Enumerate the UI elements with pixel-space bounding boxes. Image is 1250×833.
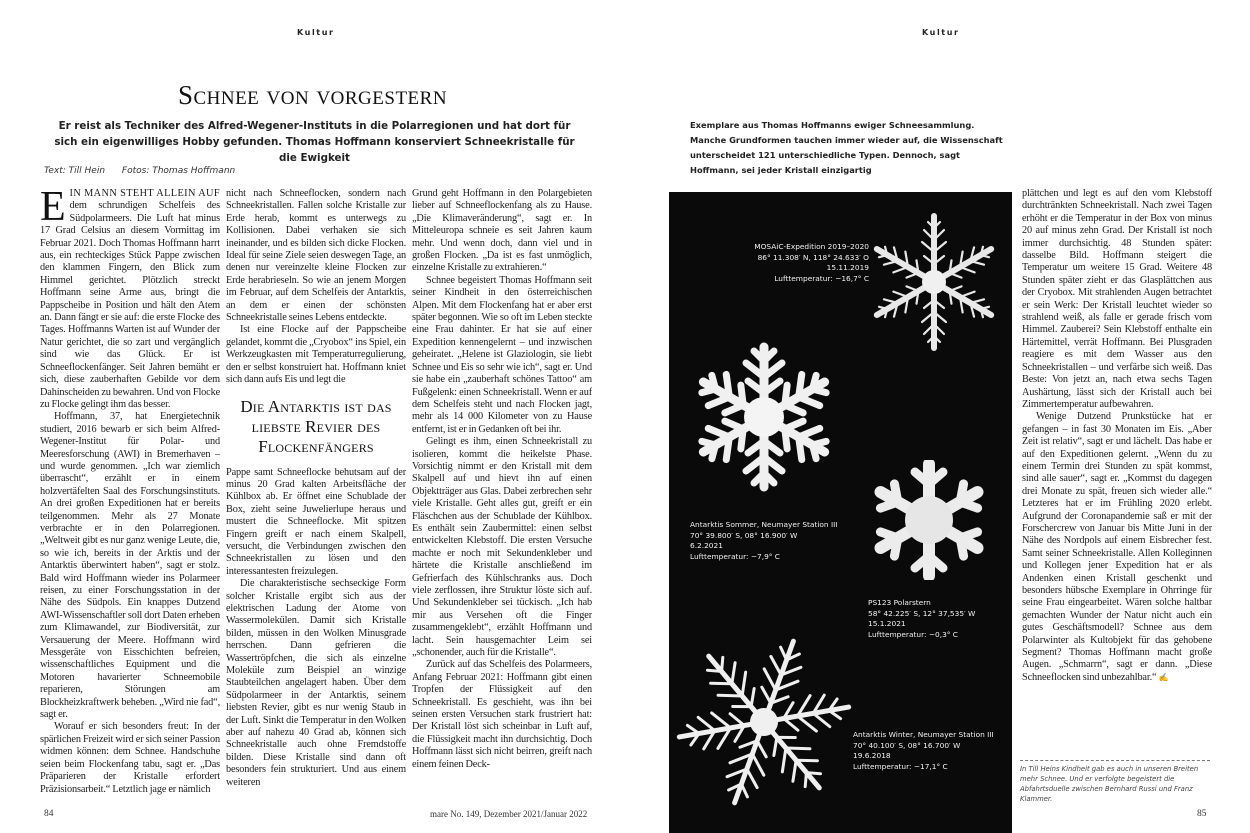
specimen-temp: Lufttemperatur: −17,1° C [853, 761, 948, 771]
paragraph: plättchen und legt es auf den vom Klebstoff durchtränkten Schneekristall. Nach zwei Tagen erhöht er die Temperatur in der Box von minus 20 auf minus zehn Grad. Der Kristall ist noch immer durchsichtig. 48 Stunden später: dasselbe Bild. Hoffmann steigert die Temperatur um weitere 15 Grad. Weitere 48 Stunden später zieht er das Glasplättchen aus der Cryobox. Mit strahlenden Augen betrachtet er sein Werk: Der Kristall leuchtet wieder so strahlend weiß, als falle er gerade frisch vom Himmel. Zauberei? Sein Klebstoff enthalte ein Härtemittel, verrät Hoffmann. Bei Plusgraden reagiere es mit dem Wasser aus den Schneekristallen – und verfärbe sich weiß. Das Beste: Von jetzt an, nach etwa sechs Tagen Aushärtung, lässt sich der Kristall auch bei Zimmertemperatur aufbewahren. [1022, 188, 1212, 410]
paragraph: Pappe samt Schneeflocke behutsam auf der minus 20 Grad kalten Arbeitsfläche der Kühlbox ab. Er öffnet eine Schublade der Box, zieht seine Juwelierlupe heraus und mustert die Schneeflocke. Mit spitzen Fingern greift er nach einem Skalpell, versucht, die Verbindungen zwischen den Schneekristallen zu lösen und den interessantesten freizulegen. [226, 466, 406, 577]
section-label-left: Kultur [297, 28, 335, 37]
specimen-label [669, 242, 869, 284]
specimen-coords: 70° 40.100′ S, 08° 16.700′ W [853, 740, 961, 750]
section-label-right: Kultur [922, 28, 960, 37]
snowflake-fern-icon [679, 342, 849, 492]
specimen-label [868, 598, 975, 640]
specimen-label [690, 520, 838, 562]
subheading: Die Antarktis ist das liebste Revier des Flockenfängers [240, 396, 392, 456]
photo-caption: Exemplare aus Thomas Hoffmanns ewiger Schneesammlung. Manche Grundformen tauchen immer wieder auf, die Wissenschaft unterscheidet 121 unterschiedliche Typen. Dennoch, sagt Hoffmann, sei jeder Kristall einzigartig [690, 120, 1003, 175]
snowflake-stellar-icon [674, 632, 854, 812]
specimen-coords: 70° 39.800′ S, 08° 16.900′ W [690, 530, 798, 540]
page-number-left: 84 [44, 809, 54, 819]
specimen-title: Antarktis Sommer, Neumayer Station III [690, 520, 838, 529]
snowflake-photo-panel [669, 192, 1012, 833]
article-headline: Schnee von vorgestern [177, 80, 448, 110]
specimen-date: 19.6.2018 [853, 751, 891, 760]
specimen-temp: Lufttemperatur: −7,9° C [690, 551, 780, 561]
specimen-title: Antarktis Winter, Neumayer Station III [853, 730, 994, 739]
byline [44, 166, 249, 176]
paragraph: Gelingt es ihm, einen Schneekristall zu isolieren, kommt die heikelste Phase. Vorsichtig nimmt er den Kristall mit dem Skalpell auf und hievt ihn auf einen Objektträger aus Glas. Dabei zerbrechen sehr viele Kristalle. Geht alles gut, greift er ein Fläschchen aus der Schublade der Kühlbox. Es enthält sein Zaubermittel: einen selbst entwickelten Klebstoff. Die ersten Versuche machte er noch mit Sekundenkleber und härtete die Kristalle anschließend im Gefrierfach des Kühlschranks aus. Doch viele zerflossen, ihre Struktur löste sich auf. Und Sekundenkleber sei tückisch. „Ich hab mir aus Versehen oft die Finger zusammengeklebt“, erzählt Hoffmann und lacht. Sein hausgemachter Leim sei „schonender, auch für die Kristalle“. [412, 436, 592, 659]
byline-photographer: Fotos: Thomas Hoffmann [121, 166, 236, 176]
opening-words: IN MANN STEHT ALLEIN AUF [69, 188, 220, 199]
author-bio: In Till Heins Kindheit gab es auch in unseren Breiten mehr Schnee. Und er verfolgte begeistert die Abfahrtsduelle zwischen Bernhard Russi und Franz Klammer. [1020, 760, 1210, 804]
paragraph: nicht nach Schneeflocken, sondern nach Schneekristallen. Fallen solche Kristalle zur Erde herab, kommt es unterwegs zu Kollisionen. Dabei verhaken sie sich ineinander, und es bilden sich dicke Flocken. Ideal für seine Ziele seien deswegen Tage, an denen nur vereinzelte kleine Flocken zur Erde herabrieseln. So wie an jenem Morgen im Februar, auf dem Schelfeis der Antarktis, an dem er einen der schönsten Schneekristalle seines Lebens entdeckte. [226, 188, 406, 324]
paragraph [40, 188, 220, 411]
specimen-date: 15.11.2019 [826, 263, 869, 272]
article-column-1 [40, 188, 220, 798]
snowflake-plate-icon [859, 460, 999, 580]
paragraph: Zurück auf das Schelfeis des Polarmeers, Anfang Februar 2021: Hoffmann gibt einen Tropfen der Flüssigkeit auf den Schneekristall. Es geschieht, was ihn bei seinen ersten Versuchen stark frustriert hat: Der Kristall löst sich scheinbar in Luft auf, die Flüssigkeit macht ihn durchsichtig. Doch Hoffmann lässt sich nicht beirren, greift nach einem feinen Deck- [412, 659, 592, 770]
specimen-coords: 58° 42.225′ S, 12° 37,535′ W [868, 608, 976, 618]
article-column-2 [226, 188, 406, 798]
paragraph: Worauf er sich besonders freut: In der spärlichen Freizeit wird er sich seiner Passion widmen können: dem Schnee. Handschuhe seien beim Flockenfang tabu, sagt er. „Das Präparieren der Kristalle erfordert Präzisionsarbeit.“ Letztlich jage er nämlich [40, 721, 220, 795]
specimen-title: PS123 Polarstern [868, 598, 931, 607]
paragraph-text: Wenige Dutzend Prunkstücke hat er gefangen – in fast 30 Monaten im Eis. „Aber Zeit ist relativ“, sagt er und lächelt. Das habe er auf den Expeditionen gelernt. „Wenn du zu einem Termin drei Stunden zu spät kommst, sind alle sauer“, sagt er. „Kommst du dagegen drei Monate zu spät, freuen sich wieder alle.“ Letzteres hat er im Frühling 2020 erlebt. Aufgrund der Coronapandemie saß er mit der Forschercrew von Januar bis Mitte Juni in der Nähe des Nordpols auf einem Eisbrecher fest. Samt seiner Schneekristalle. Allen Kolleginnen und Kollegen jener Expedition hat er als Andenken einen Kristall geschenkt und besonders hübsche Exemplare in Ohrringe für seine Frau eingearbeitet. Wären solche haltbar gemachten Wunder der Natur nicht auch ein gutes Geschäftsmodell? Schnee aus dem Polarwinter als Kultobjekt für das gehobene Segment? Thomas Hoffmann macht große Augen. „Schmarrn“, sagt er dann. „Diese Schneeflocken sind unbezahlbar.“ [1022, 411, 1212, 683]
specimen-label [853, 730, 994, 772]
article-column-3 [412, 188, 592, 798]
drop-cap: E [40, 188, 66, 230]
specimen-temp: Lufttemperatur: −0,3° C [868, 629, 958, 639]
specimen-title: MOSAiC-Expedition 2019–2020 [754, 242, 869, 251]
paragraph: Schnee begeistert Thomas Hoffmann seit seiner Kindheit in den österreichischen Alpen. Mit dem Flockenfang hat er aber erst später begonnen. Wie so oft im Leben steckte eine Frau dahinter. Er hat sie auf einer Expedition kennengelernt – und inzwischen geheiratet. „Helene ist Glaziologin, sie liebt Schnee und Eis so sehr wie ich“, sagt er. Und sie habe ein „zauberhaft schönes Tattoo“ am Fußgelenk: einen Schneekristall. Wenn er auf dem Schelfeis steht und nach Flocken jagt, mehr als 14 000 Kilometer von zu Hause entfernt, ist er in Gedanken oft bei ihr. [412, 274, 592, 435]
issue-footer: mare No. 149, Dezember 2021/Januar 2022 [430, 809, 588, 819]
byline-author: Text: Till Hein [44, 166, 106, 176]
paragraph: Hoffmann, 37, hat Energietechnik studiert, 2016 bewarb er sich beim Alfred-Wegener-Institut für Polar- und Meeresforschung (AWI) in Bremerhaven – und wurde genommen. „Ich war ziemlich überrascht“, erzählt er in einem holzvertäfelten Saal des Forschungsinstituts. An drei großen Expeditionen hat er bereits teilgenommen. Mehr als 27 Monate verbrachte er in den Polarregionen. „Weltweit gibt es nur ganz wenige Leute, die, so wie ich, bereits in der Arktis und der Antarktis überwintert haben“, sagt er stolz. Bald wird Hoffmann wieder ins Polarmeer reisen, zu einer Forschungsstation in der Nähe des Südpols. Ein knappes Dutzend AWI-Wissenschaftler soll dort Daten erheben zum Klimawandel, zur Biodiversität, zur Versauerung der Meere. Hoffmann wird Messgeräte von Eisschichten befreien, wissenschaftliches Equipment und die Motoren havarierter Schneemobile reparieren, Störungen am Blockheizkraftwerk beheben. „Wird nie fad“, sagt er. [40, 411, 220, 721]
end-mark-icon: ✍ [1158, 672, 1169, 682]
specimen-date: 15.1.2021 [868, 619, 906, 628]
page-number-right: 85 [1197, 809, 1207, 819]
paragraph: Ist eine Flocke auf der Pappscheibe gelandet, kommt die „Cryobox“ ins Spiel, ein Werkzeugkasten mit Temperaturregulierung, den er selbst konstruiert hat. Hoffmann kniet sich dann aufs Eis und legt die [226, 324, 406, 386]
article-column-4 [1022, 188, 1212, 756]
specimen-date: 6.2.2021 [690, 541, 723, 550]
paragraph [1022, 411, 1212, 684]
snowflake-dendrite-icon [854, 212, 1012, 352]
specimen-temp: Lufttemperatur: −16,7° C [774, 273, 869, 283]
paragraph-text: dem schrundigen Schelfeis des Südpolarmeers. Die Luft hat minus 17 Grad Celsius an diesem Vormittag im Februar 2021. Doch Thomas Hoffmann harrt aus, ein rechteckiges Stück Pappe zwischen den klammen Fingern, den Blick zum Himmel gerichtet. Plötzlich streckt Hoffmann seine Arme aus, bringt die Pappscheibe in Position und hält den Atem an. Dann fängt er sie auf: die erste Flocke des Tages. Hoffmanns Warten ist auf Wunder der Natur gerichtet, die so zart und vergänglich sind wie das Glück. Er ist Schneeflockenfänger. Seit Jahren bemüht er sich, diese zauberhaften Gebilde vor dem Dahinscheiden zu bewahren. Und von Flocke zu Flocke gelingt ihm das besser. [40, 200, 220, 410]
specimen-coords: 86° 11.308′ N, 118° 24.633′ O [757, 252, 869, 262]
paragraph: Die charakteristische sechseckige Form solcher Kristalle ergibt sich aus der elektrischen Ladung der Atome von Wassermolekülen. Damit sich Kristalle bilden, müssen in den Wolken Minusgrade herrschen. Dann gefrieren die Wassertröpfchen, die sich als einzelne Moleküle zum Beispiel an winzige Staubteilchen angelagert haben. Über dem Südpolarmeer in der Antarktis, seinem liebsten Revier, gibt es nur wenig Staub in der Luft. Sinkt die Temperatur in den Wolken aber auf nahezu 40 Grad ab, können sich Schneekristalle auch ohne Fremdstoffe bilden. Diese Kristalle sind dann oft besonders fein strukturiert. Und aus einem weiteren [226, 578, 406, 788]
paragraph: Grund geht Hoffmann in den Polargebieten lieber auf Schneeflockenfang als zu Hause. „Die Klimaveränderung“, sagt er. In Mitteleuropa schneie es seit Jahren kaum mehr. Und wenn doch, dann viel und in großen Flocken. „Da ist es fast unmöglich, einzelne Kristalle zu extrahieren.“ [412, 188, 592, 274]
article-deck: Er reist als Techniker des Alfred-Wegener-Instituts in die Polarregionen und hat dort für sich ein eigenwilliges Hobby gefunden. Thomas Hoffmann konserviert Schneekristalle für die Ewigkeit [54, 120, 575, 164]
